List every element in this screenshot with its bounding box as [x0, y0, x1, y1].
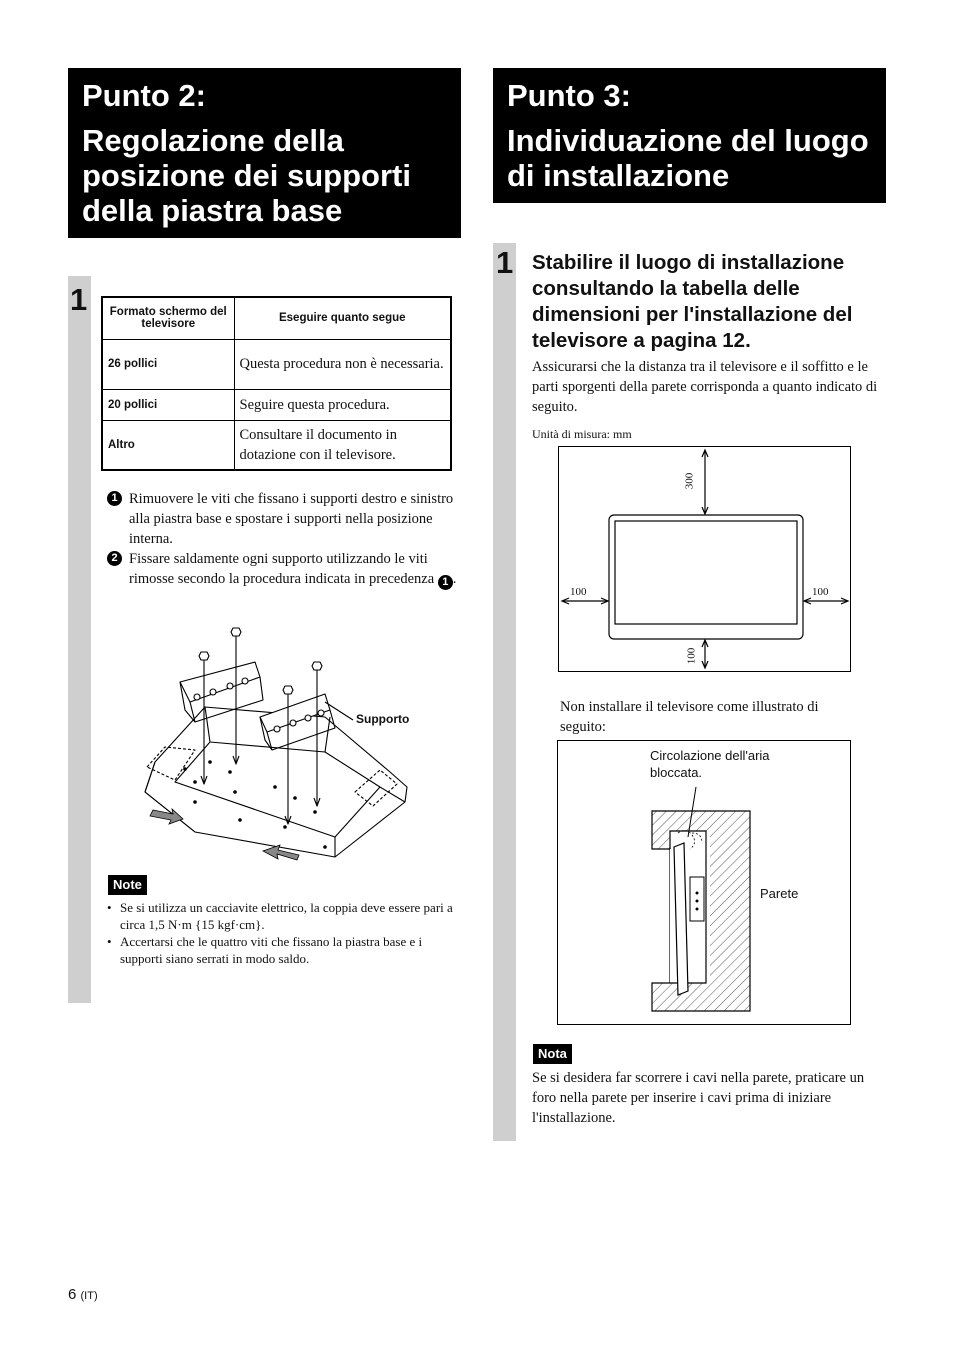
step-badge: 2 — [107, 551, 122, 566]
tv-clearance-drawing — [559, 447, 850, 671]
dim-right: 100 — [812, 586, 829, 598]
wrong-install-diagram — [557, 740, 851, 1025]
note-label-box — [108, 875, 147, 895]
bracket-illustration — [135, 622, 415, 867]
table-cell-action: Consultare il documento in dotazione con il televisore. — [234, 420, 451, 470]
table-header-row — [102, 297, 451, 339]
table-row — [102, 389, 451, 420]
step-number: 1 — [496, 245, 514, 280]
notes-list — [107, 899, 459, 967]
table-cell-size: 20 pollici — [102, 389, 234, 420]
format-table-wrap — [101, 296, 452, 471]
section-banner-punto-3 — [493, 68, 886, 203]
step-ref-badge: 1 — [438, 575, 453, 590]
note-label: Note — [108, 875, 147, 895]
step-badge: 1 — [107, 491, 122, 506]
instruction-list — [107, 489, 462, 590]
instruction-item — [107, 549, 462, 590]
note-item: • Se si utilizza un cacciavite elettrico, la coppia deve essere pari a circa 1,5 N·m {15 kgf·cm}. — [107, 899, 459, 933]
instruction-item — [107, 489, 462, 549]
warning-text: Non installare il televisore come illustrato di seguito: — [560, 699, 819, 735]
format-table — [101, 296, 452, 471]
note-label: Nota — [533, 1044, 572, 1064]
step-paragraph: Assicurarsi che la distanza tra il televisore e il soffitto e le parti sporgenti della parete corrisponda a quanto indicato di seguito. — [532, 359, 878, 415]
instruction-tail: . — [452, 571, 457, 587]
unit-label: Unità di misura: mm — [532, 427, 632, 441]
airflow-label: Circolazione dell'aria bloccata. — [650, 748, 770, 780]
figure-label-supporto: Supporto — [356, 712, 410, 726]
table-cell-size: Altro — [102, 420, 234, 470]
dim-top: 300 — [683, 472, 696, 490]
table-cell-size: 26 pollici — [102, 339, 234, 389]
banner-step-title: Punto 3: — [507, 78, 631, 113]
table-header: Formato schermo del televisore — [102, 297, 234, 339]
wall-label: Parete — [760, 886, 799, 901]
page-footer — [68, 1286, 98, 1303]
banner-subtitle: Regolazione della posizione dei supporti della piastra base — [82, 123, 411, 228]
note-item: • Accertarsi che le quattro viti che fissano la piastra base e i supporti siano serrati in modo saldo. — [107, 933, 459, 967]
table-header: Eseguire quanto segue — [234, 297, 451, 339]
banner-subtitle: Individuazione del luogo di installazione — [507, 123, 869, 193]
step-side-bar — [493, 243, 516, 1141]
step-side-bar — [68, 276, 91, 1003]
banner-step-title: Punto 2: — [82, 78, 206, 113]
table-cell-action: Seguire questa procedura. — [234, 389, 451, 420]
instruction-text: Fissare saldamente ogni supporto utilizzando le viti rimosse secondo la procedura indicata in precedenza — [129, 551, 435, 587]
dim-left: 100 — [570, 586, 587, 598]
table-row — [102, 339, 451, 389]
clearance-diagram — [558, 446, 851, 672]
dim-bottom: 100 — [685, 647, 698, 665]
instruction-text: Rimuovere le viti che fissano i supporti destro e sinistro alla piastra base e spostare i supporti nella posizione interna. — [129, 491, 454, 547]
table-row — [102, 420, 451, 470]
table-cell-action: Questa procedura non è necessaria. — [234, 339, 451, 389]
page-number: 6 — [68, 1286, 77, 1303]
step-heading: Stabilire il luogo di installazione consultando la tabella delle dimensioni per l'installazione del televisore a pagina 12. — [532, 251, 853, 352]
nota-label-box — [533, 1044, 572, 1064]
section-banner-punto-2 — [68, 68, 461, 238]
step-number: 1 — [70, 282, 88, 317]
language-code: (IT) — [80, 1290, 98, 1302]
note-paragraph: Se si desidera far scorrere i cavi nella parete, praticare un foro nella parete per inserire i cavi prima di iniziare l'installazione. — [532, 1070, 865, 1126]
wall-recess-drawing — [558, 741, 849, 1023]
